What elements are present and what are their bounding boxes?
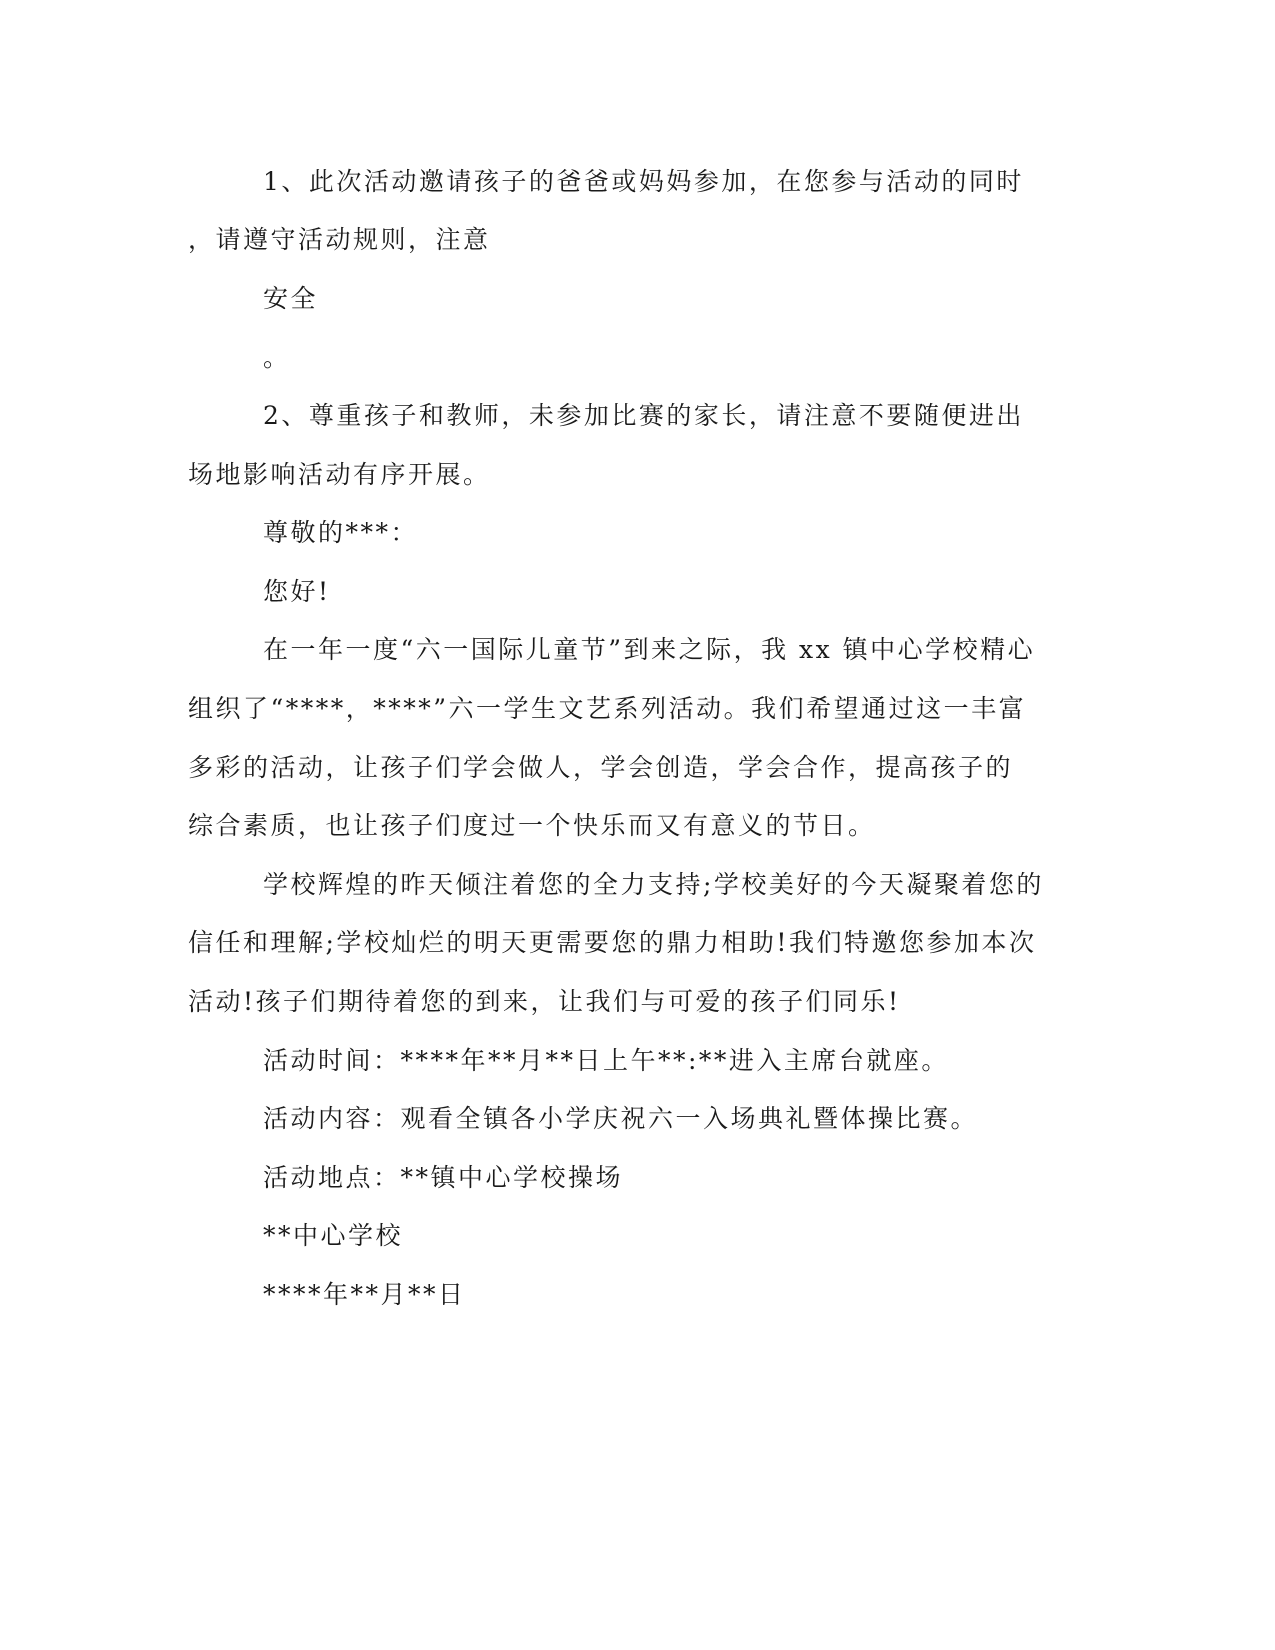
paragraph-1-line-1: 在一年一度“六一国际儿童节”到来之际，我 xx 镇中心学校精心 [263, 635, 1036, 664]
activity-content: 活动内容：观看全镇各小学庆祝六一入场典礼暨体操比赛。 [263, 1104, 979, 1133]
note-2-line-2: 场地影响活动有序开展。 [188, 460, 491, 489]
activity-location: 活动地点：**镇中心学校操场 [263, 1163, 624, 1192]
paragraph-2-line-2: 信任和理解;学校灿烂的明天更需要您的鼎力相助!我们特邀您参加本次 [188, 928, 1037, 957]
signature-organization: **中心学校 [263, 1221, 404, 1250]
activity-time: 活动时间：****年**月**日上午**:**进入主席台就座。 [263, 1046, 949, 1075]
note-2-line-1: 2、尊重孩子和教师，未参加比赛的家长，请注意不要随便进出 [263, 401, 1024, 430]
letter-greeting: 您好! [263, 577, 331, 606]
letter-salutation: 尊敬的***： [263, 518, 419, 547]
note-1-continuation: 安全 [263, 284, 319, 313]
note-1-end-mark: 。 [263, 343, 291, 372]
note-1-line-2: ，请遵守活动规则，注意 [188, 225, 491, 254]
paragraph-1-line-3: 多彩的活动，让孩子们学会做人，学会创造，学会合作，提高孩子的 [188, 753, 1014, 782]
paragraph-2-line-1: 学校辉煌的昨天倾注着您的全力支持;学校美好的今天凝聚着您的 [263, 870, 1044, 899]
paragraph-1-line-4: 综合素质，也让孩子们度过一个快乐而又有意义的节日。 [188, 811, 876, 840]
signature-date: ****年**月**日 [263, 1280, 466, 1309]
note-1-line-1: 1、此次活动邀请孩子的爸爸或妈妈参加，在您参与活动的同时 [263, 167, 1024, 196]
paragraph-1-line-2: 组织了“****，****”六一学生文艺系列活动。我们希望通过这一丰富 [188, 694, 1027, 723]
paragraph-2-line-3: 活动!孩子们期待着您的到来，让我们与可爱的孩子们同乐! [188, 987, 901, 1016]
